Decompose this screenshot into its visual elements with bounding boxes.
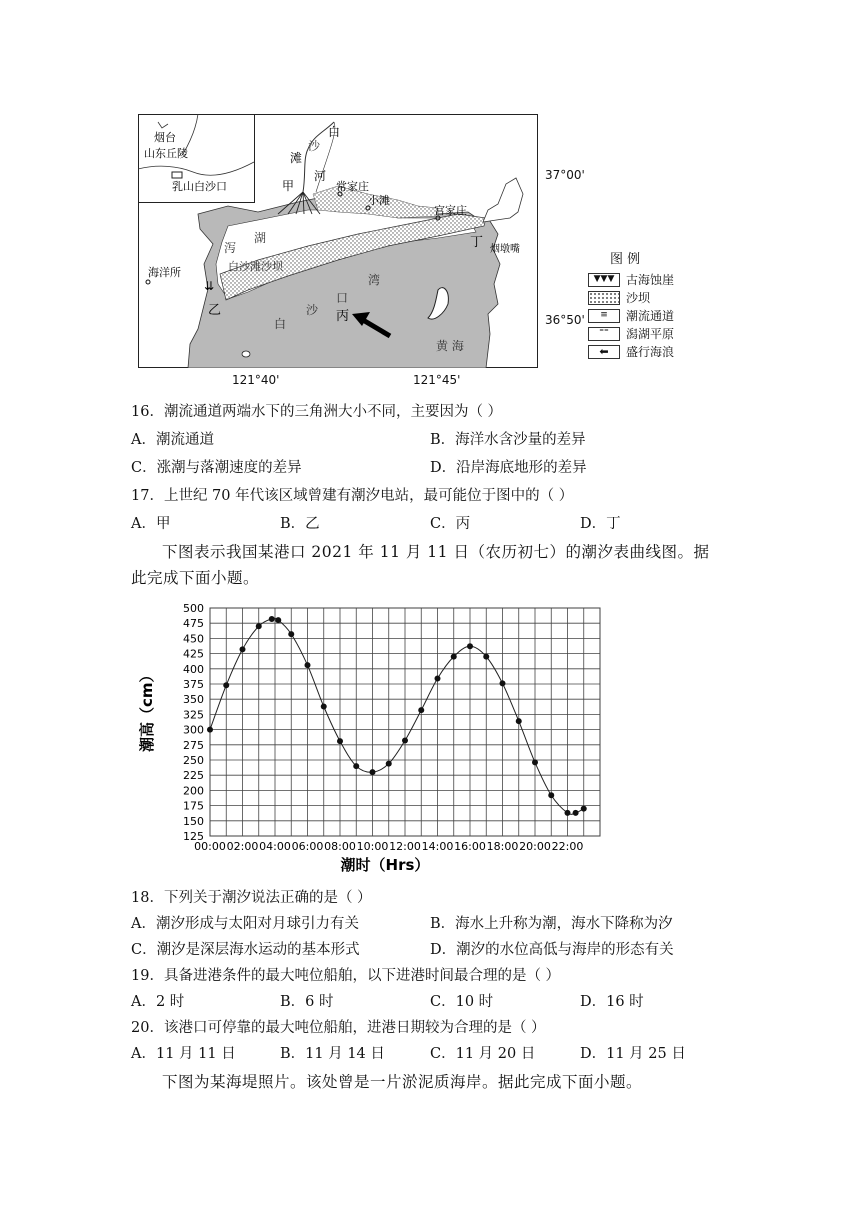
data-point: [370, 769, 376, 775]
q19-option-a[interactable]: A．2 时: [131, 994, 185, 1010]
y-tick-label: 450: [183, 632, 204, 646]
q18-option-c[interactable]: C．潮汐是深层海水运动的基本形式: [131, 942, 360, 958]
q18-option-b[interactable]: B．海水上升称为潮，海水下降称为汐: [430, 916, 673, 932]
data-point: [435, 676, 441, 682]
label-ding: 丁: [470, 235, 484, 250]
legend-label: 潮流通道: [626, 309, 675, 323]
intro-paragraph-line2: 此完成下面小题。: [131, 569, 260, 587]
x-axis-ticks: [194, 840, 583, 853]
data-point: [275, 617, 281, 623]
x-tick-label: 20:00: [519, 840, 551, 853]
q18-option-d[interactable]: D．潮汐的水位高低与海岸的形态有关: [430, 942, 674, 958]
q20-option-c[interactable]: C．11 月 20 日: [430, 1046, 536, 1062]
q19-option-b[interactable]: B．6 时: [280, 994, 334, 1010]
legend-label: 古海蚀崖: [626, 273, 675, 287]
data-point: [240, 646, 246, 652]
label-he: 河: [314, 169, 327, 183]
label-bai2: 白: [274, 317, 287, 331]
double-arrow-icon: ⇊: [204, 279, 215, 293]
y-tick-label: 500: [183, 602, 204, 615]
label-jia: 甲: [282, 179, 295, 193]
data-point: [269, 616, 275, 622]
y-tick-label: 200: [183, 784, 204, 798]
data-point: [321, 703, 327, 709]
inset-label-yantai: 烟台: [154, 131, 176, 144]
data-point: [548, 792, 554, 798]
x-tick-label: 02:00: [226, 840, 259, 853]
q19-option-d[interactable]: D．16 时: [580, 994, 644, 1010]
x-tick-label: 00:00: [194, 840, 226, 853]
channel-icon: ≡: [588, 309, 620, 323]
data-point: [353, 763, 359, 769]
data-point: [402, 738, 408, 744]
y-tick-label: 475: [183, 617, 204, 631]
label-changjiazhuang: 常家庄: [336, 180, 369, 193]
label-gongjiazhuang: 宫家庄: [434, 204, 467, 217]
intro-paragraph-2: 下图为某海堤照片。该处曾是一片淤泥质海岸。据此完成下面小题。: [162, 1073, 643, 1091]
legend-item: [588, 289, 674, 306]
lon-label-12140: 121°40': [232, 373, 280, 387]
label-xie: 泻: [224, 241, 237, 255]
label-sandbar: 白沙滩沙坝: [228, 260, 283, 273]
y-tick-label: 375: [183, 678, 204, 691]
label-sha2: 沙: [306, 303, 319, 317]
data-point: [516, 718, 522, 724]
intro-paragraph-line1: 下图表示我国某港口 2021 年 11 月 11 日（农历初七）的潮汐表曲线图。据: [162, 543, 710, 561]
y-tick-label: 125: [183, 830, 204, 843]
x-tick-label: 18:00: [486, 840, 519, 853]
y-axis-label: 潮高（cm）: [138, 667, 156, 752]
legend-item: [588, 307, 674, 324]
label-kou: 口: [336, 291, 349, 305]
coastal-map-figure: [138, 114, 538, 368]
y-tick-label: 400: [183, 662, 204, 676]
data-point: [451, 654, 457, 660]
tide-chart: [130, 600, 610, 875]
data-point: [207, 727, 213, 733]
q20-option-a[interactable]: A．11 月 11 日: [131, 1046, 236, 1062]
label-xiaotan: 小滩: [368, 194, 390, 207]
data-point: [532, 759, 538, 765]
data-point: [483, 654, 489, 660]
legend-item: [588, 343, 674, 360]
q17-option-a[interactable]: A．甲: [131, 516, 171, 532]
q17-option-d[interactable]: D．丁: [580, 516, 621, 532]
data-point: [581, 806, 587, 812]
q16-option-b[interactable]: B．海洋水含沙量的差异: [430, 432, 586, 448]
q16-option-d[interactable]: D．沿岸海底地形的差异: [430, 460, 587, 476]
label-yandunzui: 烟墩嘴: [490, 244, 520, 255]
label-tan: 滩: [290, 151, 303, 165]
y-tick-label: 225: [183, 769, 204, 783]
data-point: [305, 662, 311, 668]
q19-option-c[interactable]: C．10 时: [430, 994, 494, 1010]
data-point: [256, 623, 262, 629]
y-tick-label: 300: [183, 723, 204, 737]
lat-label-37: 37°00': [545, 168, 585, 182]
data-point: [223, 682, 229, 688]
lon-label-12145: 121°45': [413, 373, 461, 387]
chart-grid: [210, 608, 600, 836]
y-tick-label: 250: [183, 754, 204, 767]
label-wan: 湾: [368, 273, 381, 287]
label-huanghai: 黄 海: [436, 339, 464, 353]
x-tick-label: 08:00: [324, 840, 356, 853]
sandbar-icon: [588, 291, 620, 305]
legend-title: 图 例: [610, 252, 641, 267]
x-tick-label: 22:00: [551, 840, 584, 853]
data-point: [337, 738, 343, 744]
q17-option-c[interactable]: C．丙: [430, 516, 471, 532]
legend-item: [588, 271, 674, 288]
inset-label-rushan: 乳山白沙口: [172, 180, 227, 193]
x-tick-label: 04:00: [259, 840, 291, 853]
data-point: [565, 810, 571, 816]
legend-item: [588, 325, 674, 342]
data-point: [467, 643, 473, 649]
x-tick-label: 12:00: [389, 840, 421, 853]
x-tick-label: 06:00: [291, 840, 324, 853]
series-points: [207, 616, 587, 816]
label-bing: 丙: [336, 309, 350, 324]
cliff-icon: ▼▼▼: [588, 273, 620, 287]
data-point: [500, 680, 506, 686]
q16-stem: 16．潮流通道两端水下的三角洲大小不同，主要因为（ ）: [131, 404, 503, 420]
x-tick-label: 16:00: [454, 840, 486, 853]
q16-option-a[interactable]: A．潮流通道: [131, 432, 214, 448]
arrow-left-icon: ⬅: [588, 345, 620, 359]
label-yi: 乙: [208, 303, 222, 318]
lagoon-plain-icon: ⁼⁼: [588, 327, 620, 341]
legend-label: 盛行海浪: [626, 345, 675, 359]
q19-stem: 19．具备进港条件的最大吨位船舶，以下进港时间最合理的是（ ）: [131, 968, 561, 984]
y-tick-label: 350: [183, 693, 204, 707]
lat-label-3650: 36°50': [545, 313, 585, 327]
y-axis-ticks: [183, 602, 204, 843]
data-point: [418, 707, 424, 713]
inset-label-shandong: 山东丘陵: [144, 147, 188, 160]
y-tick-label: 175: [183, 799, 204, 813]
q20-stem: 20．该港口可停靠的最大吨位船舶，进港日期较为合理的是（ ）: [131, 1020, 546, 1036]
q17-stem: 17．上世纪 70 年代该区域曾建有潮汐电站，最可能位于图中的（ ）: [131, 488, 574, 504]
label-hu: 湖: [254, 231, 267, 245]
label-sha: 沙: [308, 139, 321, 153]
y-tick-label: 150: [183, 814, 204, 828]
q18-stem: 18．下列关于潮汐说法正确的是（ ）: [131, 890, 372, 906]
q17-option-b[interactable]: B．乙: [280, 516, 320, 532]
legend-label: 潟湖平原: [626, 327, 675, 341]
x-tick-label: 10:00: [356, 840, 389, 853]
x-axis-label: 潮时（Hrs）: [340, 856, 430, 874]
data-point: [386, 761, 392, 767]
label-bai: 白: [328, 125, 341, 139]
data-point: [573, 810, 579, 816]
y-tick-label: 425: [183, 647, 204, 661]
series-line-tide: [210, 618, 584, 814]
map-legend: [588, 248, 674, 360]
legend-label: 沙坝: [626, 291, 651, 305]
q16-option-c[interactable]: C．涨潮与落潮速度的差异: [131, 460, 302, 476]
y-tick-label: 275: [183, 738, 204, 752]
q20-option-d[interactable]: D．11 月 25 日: [580, 1046, 686, 1062]
q20-option-b[interactable]: B．11 月 14 日: [280, 1046, 385, 1062]
data-point: [288, 631, 294, 637]
label-haiyangsuo: 海洋所: [148, 266, 181, 279]
q18-option-a[interactable]: A．潮汐形成与太阳对月球引力有关: [131, 916, 359, 932]
y-tick-label: 325: [183, 708, 204, 722]
x-tick-label: 14:00: [421, 840, 454, 853]
